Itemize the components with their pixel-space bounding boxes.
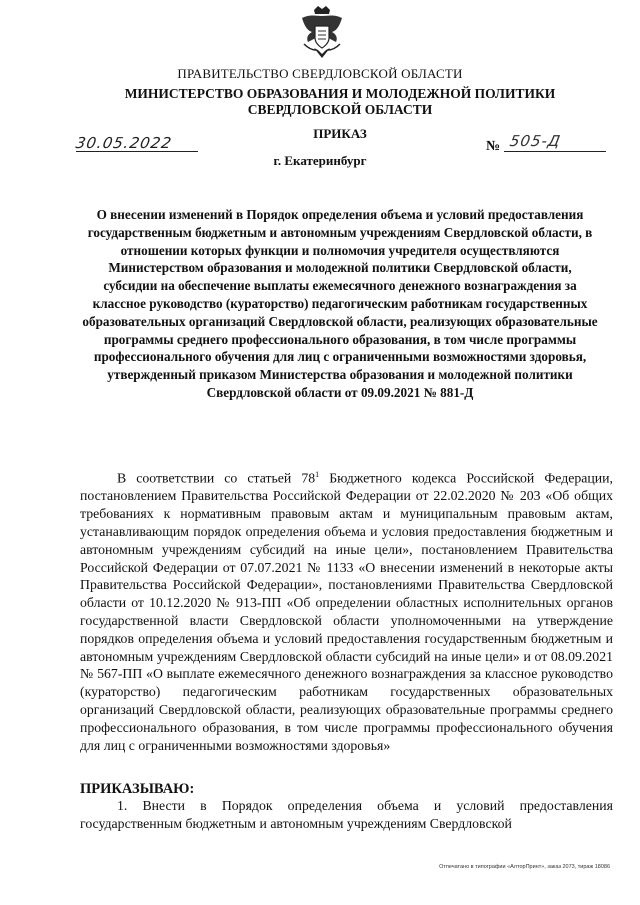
number-underline [504,151,606,152]
number-field [504,132,606,152]
print-footer-note: Отпечатано в типографии «АлторПринт», заказ 2073, тираж 18086 [439,864,610,870]
order-item-1 [80,797,613,833]
preamble [80,466,613,754]
document-type: ПРИКАЗ [313,126,367,141]
coat-of-arms-icon [296,4,348,60]
city: г. Екатеринбург [273,153,367,168]
handwritten-date: 30.05.2022 [74,134,174,152]
ministry-title: МИНИСТЕРСТВО ОБРАЗОВАНИЯ И МОЛОДЕЖНОЙ ПОЛИТИКИ СВЕРДЛОВСКОЙ ОБЛАСТИ [124,86,556,117]
government-title: ПРАВИТЕЛЬСТВО СВЕРДЛОВСКОЙ ОБЛАСТИ [177,66,463,81]
date-underline [76,151,198,152]
article-superscript: 1 [315,470,320,479]
number-label: № [486,139,501,154]
preamble-paragraph [80,466,613,754]
order-heading: ПРИКАЗЫВАЮ: [80,781,195,797]
date-field [76,134,198,152]
handwritten-number: 505-Д [508,132,563,150]
preamble-rest: Бюджетного кодекса Российской Федерации, постановлением Правительства Российской Федерации от 22.02.2020 № 203 «Об общих требованиях к нормативным правовым актам и муниципальным правовым актам, устанавливающим порядок определения объема и условия предоставления бюджетным и автономным учреждениям субсидий на иные цели», постановлением Правительства Российской Федерации от 07.07.2021 № 1133 «О внесении изменений в некоторые акты Правительства Российской Федерации», постановлениями Правительства Свердловской области от 10.12.2020 № 913-ПП «Об определении областных исполнительных органов государственной власти Свердловской области уполномоченными на утверждение порядков определения объема и условий предоставления государственным бюджетным и автономным учреждениям Свердловской области субсидий на иные цели» и от 08.09.2021 № 567-ПП «О выплате ежемесячного денежного вознаграждения за классное руководство (кураторство) педагогическим работникам государственных образовательных организаций Свердловской области, реализующих образовательные программы среднего профессионального образования, в том числе программы профессионального обучения для лиц с ограниченными возможностями здоровья» [80,470,613,753]
order-item-1-text: 1. Внести в Порядок определения объема и условий предоставления государственным бюджетным и автономным учреждениям Свердловской [80,798,613,831]
preamble-start: В соответствии со статьей 78 [117,470,316,486]
order-subject: О внесении изменений в Порядок определения объема и условий предоставления государственным бюджетным и автономным учреждениям Свердловской области, в отношении которых функции и полномочия учредителя осуществляются Министерством образования и молодежной политики Свердловской области, субсидии на обеспечение выплаты ежемесячного денежного вознаграждения за классное руководство (кураторство) педагогическим работникам государственных образовательных организаций Свердловской области, реализующих образовательные программы среднего профессионального образования, в том числе программы профессионального обучения для лиц с ограниченными возможностями здоровья, утвержденный приказом Министерства образования и молодежной политики Свердловской области от 09.09.2021 № 881-Д [82,207,598,400]
